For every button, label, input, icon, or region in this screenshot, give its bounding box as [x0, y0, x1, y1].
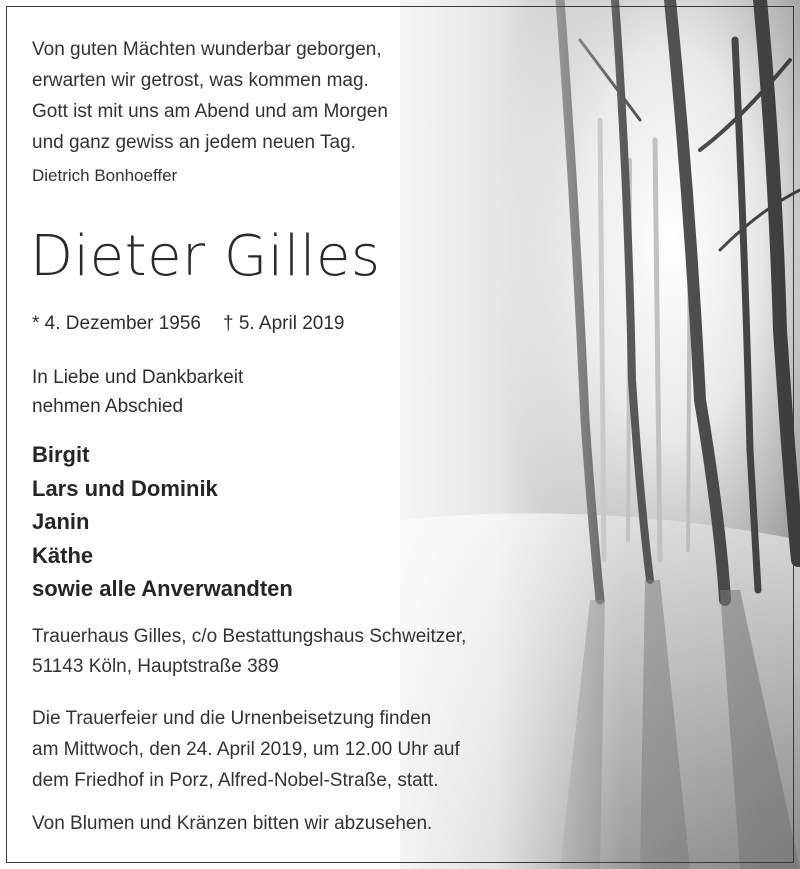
mourner: sowie alle Anverwandten [32, 576, 293, 601]
death-date: † 5. April 2019 [223, 313, 345, 334]
life-dates [32, 313, 344, 335]
bonhoeffer-quote [32, 34, 388, 158]
mourner: Birgit [32, 442, 90, 467]
mourner: Käthe [32, 542, 94, 568]
quote-line: erwarten wir getrost, was kommen mag. [32, 70, 369, 91]
service-line: dem Friedhof in Porz, Alfred-Nobel-Straße, statt. [32, 770, 439, 791]
service-line: Die Trauerfeier und die Urnenbeisetzung finden [32, 708, 432, 729]
address-line: Trauerhaus Gilles, c/o Bestattungshaus Schweitzer, [32, 626, 467, 647]
quote-line: Gott ist mit uns am Abend und am Morgen [32, 101, 388, 122]
mourners-list [32, 438, 293, 606]
quote-line: und ganz gewiss an jedem neuen Tag. [32, 132, 356, 153]
farewell-text [32, 363, 243, 421]
deceased-name: Dieter Gilles [30, 224, 381, 289]
mourning-house-address [32, 622, 466, 682]
farewell-line: nehmen Abschied [32, 396, 184, 417]
address-line: 51143 Köln, Hauptstraße 389 [32, 656, 279, 677]
birth-date: * 4. Dezember 1956 [32, 313, 201, 334]
quote-author: Dietrich Bonhoeffer [32, 166, 178, 185]
funeral-service-info [32, 703, 460, 796]
quote-line: Von guten Mächten wunderbar geborgen, [32, 39, 382, 60]
service-line: am Mittwoch, den 24. April 2019, um 12.00 Uhr auf [32, 739, 460, 760]
closing-note: Von Blumen und Kränzen bitten wir abzusehen. [32, 813, 433, 834]
mourner: Lars und Dominik [32, 475, 218, 501]
mourner: Janin [32, 509, 90, 534]
farewell-line: In Liebe und Dankbarkeit [32, 367, 244, 388]
